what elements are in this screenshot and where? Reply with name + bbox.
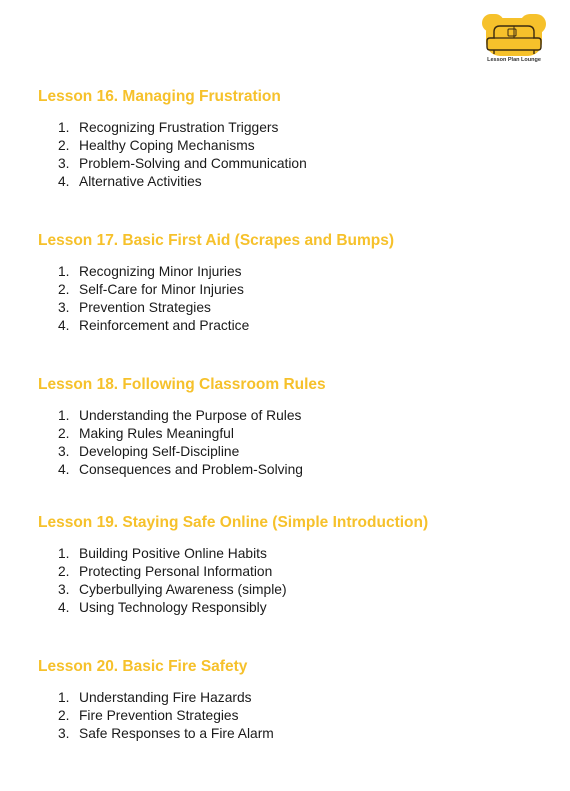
- lesson-title: Lesson 20. Basic Fire Safety: [38, 658, 248, 675]
- lesson-topics: [38, 689, 538, 743]
- list-item: 3. Prevention Strategies: [58, 300, 211, 315]
- topic-text: Reinforcement and Practice: [79, 318, 250, 333]
- list-item: 3. Problem-Solving and Communication: [58, 156, 307, 171]
- lesson-17-section: [38, 232, 538, 335]
- lesson-16-section: [38, 88, 538, 191]
- lesson-topics: [38, 119, 538, 191]
- topic-text: Using Technology Responsibly: [79, 600, 267, 615]
- lesson-title: Lesson 19. Staying Safe Online (Simple Introduction): [38, 514, 429, 531]
- topic-text: Making Rules Meaningful: [79, 426, 234, 441]
- list-item: 1. Understanding Fire Hazards: [58, 690, 252, 705]
- topic-text: Understanding the Purpose of Rules: [79, 408, 302, 423]
- topic-text: Recognizing Frustration Triggers: [79, 120, 279, 135]
- topic-text: Protecting Personal Information: [79, 564, 273, 579]
- list-item: 3. Cyberbullying Awareness (simple): [58, 582, 287, 597]
- list-item: 1. Recognizing Minor Injuries: [58, 264, 242, 279]
- topic-text: Safe Responses to a Fire Alarm: [79, 726, 274, 741]
- topic-text: Self-Care for Minor Injuries: [79, 282, 244, 297]
- list-item: 2. Healthy Coping Mechanisms: [58, 138, 255, 153]
- lesson-topics: [38, 545, 538, 617]
- list-item: 1. Building Positive Online Habits: [58, 546, 267, 561]
- lesson-topics: [38, 407, 538, 479]
- topic-text: Prevention Strategies: [79, 300, 211, 315]
- list-item: 4. Consequences and Problem-Solving: [58, 462, 303, 477]
- lesson-title: Lesson 17. Basic First Aid (Scrapes and Bumps): [38, 232, 395, 249]
- topic-text: Alternative Activities: [79, 174, 202, 189]
- topic-text: Recognizing Minor Injuries: [79, 264, 242, 279]
- topic-text: Healthy Coping Mechanisms: [79, 138, 255, 153]
- lesson-20-section: [38, 658, 538, 743]
- list-item: 1. Understanding the Purpose of Rules: [58, 408, 302, 423]
- list-item: 1. Recognizing Frustration Triggers: [58, 120, 279, 135]
- list-item: 4. Alternative Activities: [58, 174, 202, 189]
- list-item: 4. Using Technology Responsibly: [58, 600, 267, 615]
- list-item: 3. Safe Responses to a Fire Alarm: [58, 726, 274, 741]
- topic-text: Fire Prevention Strategies: [79, 708, 239, 723]
- list-item: 2. Self-Care for Minor Injuries: [58, 282, 244, 297]
- list-item: 2. Making Rules Meaningful: [58, 426, 234, 441]
- list-item: 3. Developing Self-Discipline: [58, 444, 240, 459]
- list-item: 4. Reinforcement and Practice: [58, 318, 250, 333]
- list-item: 2. Fire Prevention Strategies: [58, 708, 239, 723]
- lesson-18-section: [38, 376, 538, 479]
- topic-text: Building Positive Online Habits: [79, 546, 267, 561]
- topic-text: Developing Self-Discipline: [79, 444, 240, 459]
- topic-text: Understanding Fire Hazards: [79, 690, 252, 705]
- lesson-19-section: [38, 514, 538, 617]
- topic-text: Consequences and Problem-Solving: [79, 462, 303, 477]
- lesson-title: Lesson 16. Managing Frustration: [38, 88, 281, 105]
- lesson-title: Lesson 18. Following Classroom Rules: [38, 376, 326, 393]
- topic-text: Cyberbullying Awareness (simple): [79, 582, 287, 597]
- lesson-topics: [38, 263, 538, 335]
- topic-text: Problem-Solving and Communication: [79, 156, 307, 171]
- logo-text: Lesson Plan Lounge: [487, 57, 541, 63]
- list-item: 2. Protecting Personal Information: [58, 564, 273, 579]
- logo: [478, 12, 550, 70]
- sofa-icon: [480, 12, 548, 58]
